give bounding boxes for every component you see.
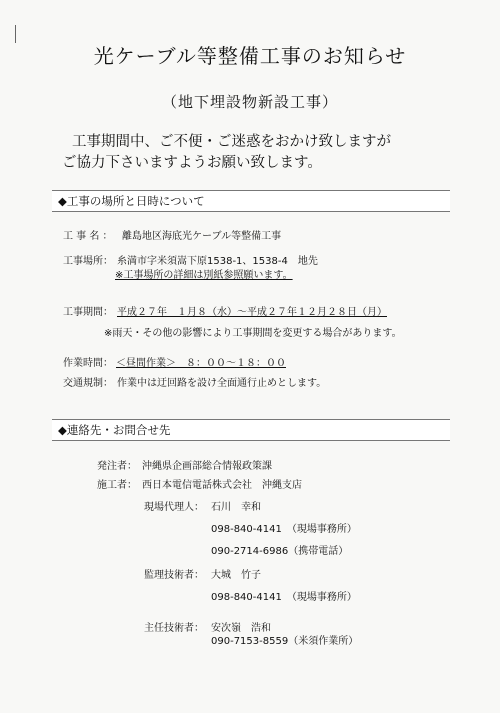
- agent-tel-1: 098-840-4141 （現場事務所）: [211, 524, 357, 535]
- section-heading-schedule-text: ◆工事の場所と日時について: [58, 194, 205, 208]
- page-subtitle: （地下埋設物新設工事）: [161, 93, 338, 111]
- supervisor-name: 大城 竹子: [211, 570, 261, 581]
- agent-tel-2: 090-2714-6986（携帯電話）: [211, 546, 349, 557]
- period-value: 平成２７年 １月８（水）～平成２７年１２月２８日（月）: [117, 307, 387, 318]
- place-label: 工事場所：: [63, 256, 113, 267]
- supervisor-label: 監理技術者：: [144, 570, 204, 581]
- hours-label: 作業時間：: [63, 358, 113, 369]
- chief-name: 安次嶺 浩和: [211, 623, 271, 634]
- traffic-value: 作業中は迂回路を設け全面通行止めとします。: [117, 378, 327, 389]
- period-label: 工事期間：: [63, 307, 113, 318]
- section-heading-schedule: [52, 190, 450, 212]
- orderer-value: 沖縄県企画部総合情報政策課: [142, 461, 272, 472]
- traffic-label: 交通規制：: [63, 378, 113, 389]
- page-title: 光ケーブル等整備工事のお知らせ: [93, 44, 407, 68]
- chief-tel: 090-7153-8559（米須作業所）: [211, 636, 359, 647]
- name-value: 離島地区海底光ケーブル等整備工事: [122, 231, 282, 242]
- contractor-value: 西日本電信電話株式会社 沖縄支店: [142, 480, 302, 491]
- hours-value: ＜昼間作業＞ ８：００～１８：００: [116, 358, 286, 369]
- orderer-label: 発注者：: [97, 461, 137, 472]
- agent-name: 石川 幸和: [211, 502, 261, 513]
- notice-line-2: ご協力下さいますようお願い致します。: [62, 155, 322, 171]
- period-note: ※雨天・その他の影響により工事期間を変更する場合があります。: [104, 328, 402, 339]
- place-note: ※工事場所の詳細は別紙参照願います。: [115, 270, 293, 281]
- section-heading-contact-text: ◆連絡先・お問合せ先: [58, 423, 171, 437]
- place-value: 糸満市字米須嵩下原1538-1、1538-4 地先: [117, 256, 318, 267]
- supervisor-tel: 098-840-4141 （現場事務所）: [211, 592, 357, 603]
- contractor-label: 施工者：: [97, 480, 137, 491]
- section-heading-contact: [52, 419, 450, 441]
- agent-label: 現場代理人：: [144, 502, 204, 513]
- chief-label: 主任技術者：: [144, 623, 204, 634]
- name-label: 工 事 名 ：: [63, 231, 113, 242]
- notice-line-1: 工事期間中、ご不便・ご迷惑をおかけ致しますが: [72, 134, 391, 150]
